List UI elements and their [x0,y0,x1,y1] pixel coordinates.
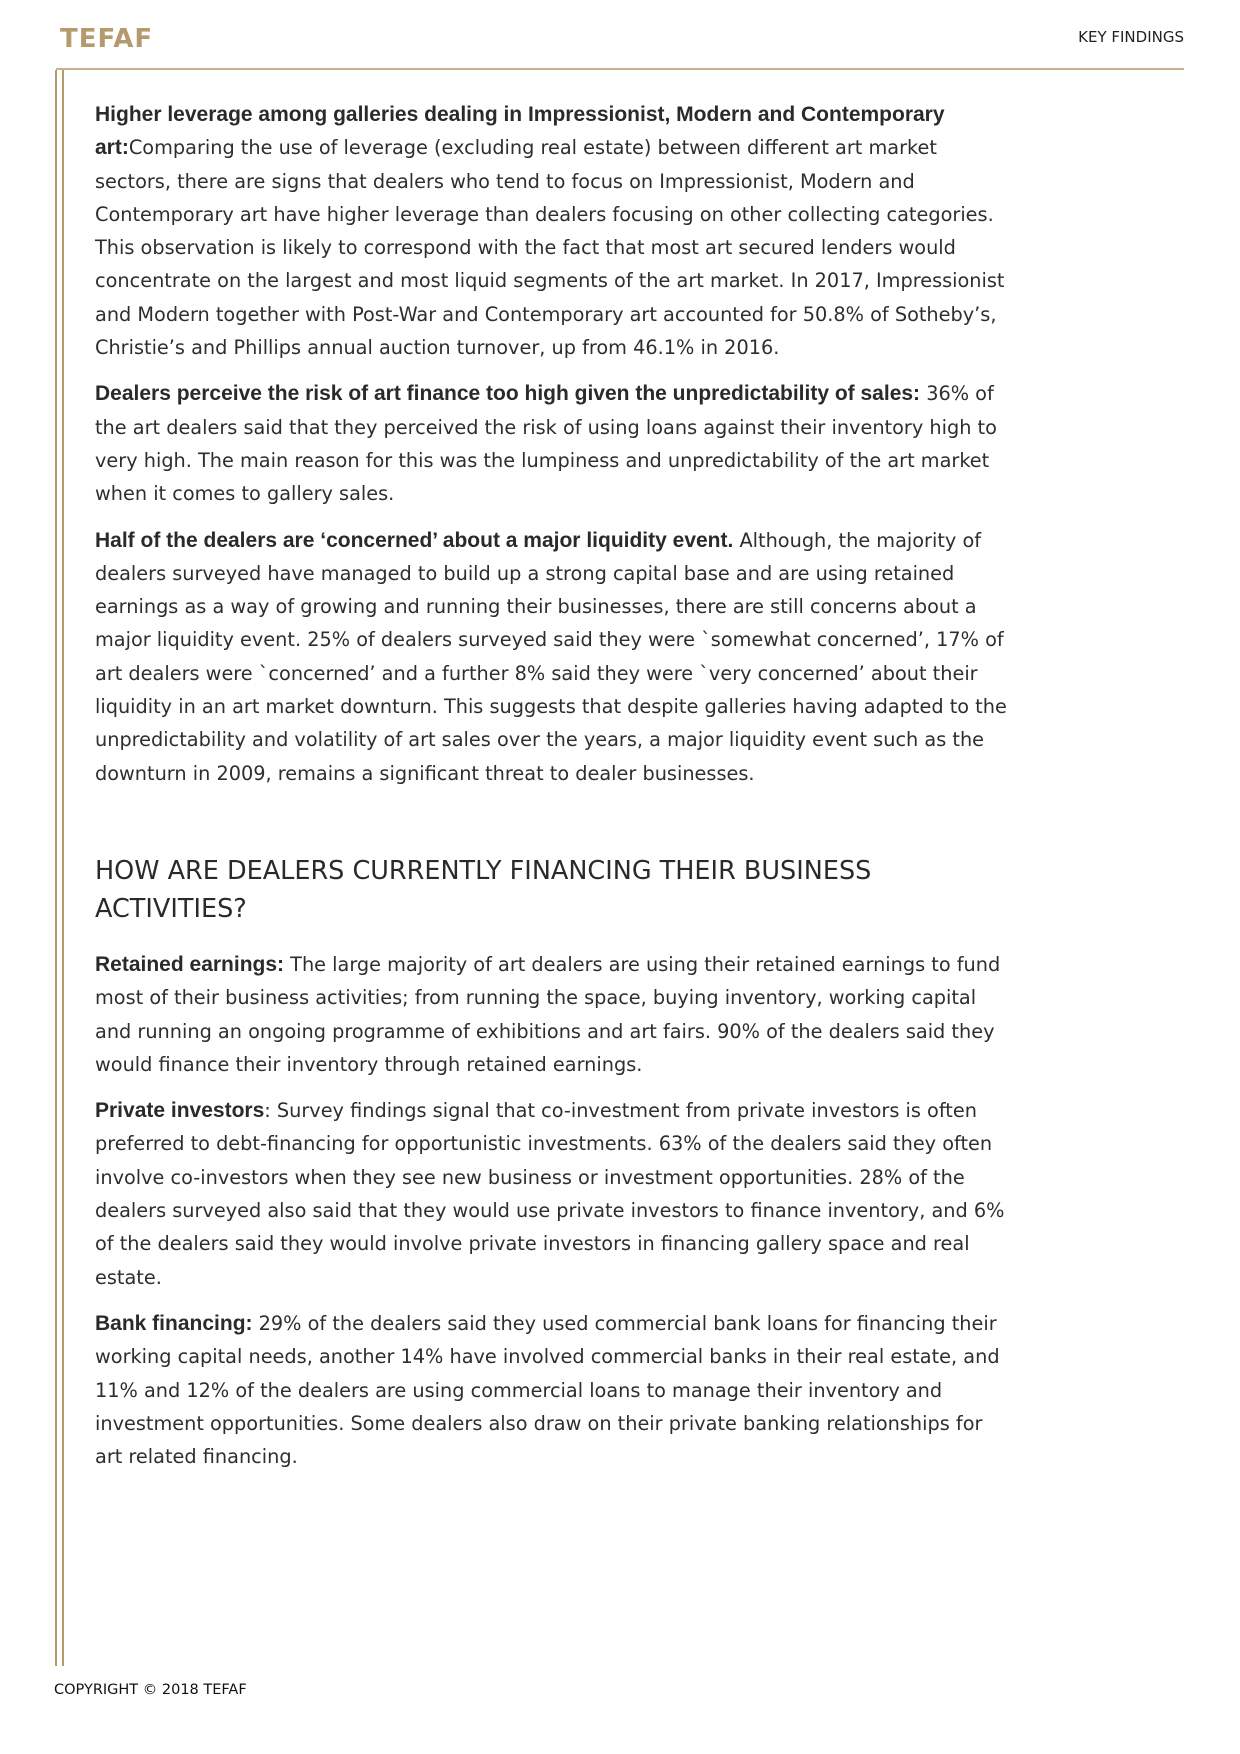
section-label: KEY FINDINGS [1078,28,1184,46]
paragraph-text: 29% of the dealers said they used commercial bank loans for financing their working capital needs, another 14% have involved commercial banks in their real estate, and 11% and 12% of the dealers are using commercial loans to manage their inventory and investment opportunities. Some dealers also draw on their private banking relationships for art related financing. [95,1311,1000,1469]
paragraph-lead: Retained earnings: [95,952,285,976]
tefaf-logo: TEFAF [60,24,154,54]
margin-bar-inner [62,70,64,1666]
copyright-footer: COPYRIGHT © 2018 TEFAF [54,1682,247,1698]
paragraph-liquidity [95,524,1015,790]
section-heading: HOW ARE DEALERS CURRENTLY FINANCING THEIR BUSINESS ACTIVITIES? [95,855,872,924]
paragraph-lead: Higher leverage among galleries dealing in Impressionist, Modern and Contemporary art: [95,103,945,160]
paragraph-private-investors [95,1094,1015,1294]
paragraph-text: The large majority of art dealers are using their retained earnings to fund most of their business activities; from running the space, buying inventory, working capital and running an ongoing programme of exhibitions and art fairs. 90% of the dealers said they would finance their inventory through retained earnings. [95,952,1001,1076]
header-divider [56,68,1184,70]
paragraph-bank-financing [95,1307,1015,1473]
paragraph-retained-earnings [95,948,1015,1081]
paragraph-text: : Survey findings signal that co-investment from private investors is often preferred to debt-financing for opportunistic investments. 63% of the dealers said they often involve co-investors when they see new business or investment opportunities. 28% of the dealers surveyed also said that they would use private investors to finance inventory, and 6% of the dealers said they would involve private investors in financing gallery space and real estate. [95,1099,1005,1289]
paragraph-lead: Half of the dealers are ‘concerned’ about a major liquidity event. [95,528,734,552]
paragraph-text: 36% of the art dealers said that they perceived the risk of using loans against their inventory high to very high. The main reason for this was the lumpiness and unpredictability of the art market when it comes to gallery sales. [95,382,997,506]
paragraph-risk [95,377,1015,510]
paragraph-lead: Dealers perceive the risk of art finance too high given the unpredictability of sales: [95,382,921,406]
paragraph-text: Comparing the use of leverage (excluding real estate) between different art market sectors, there are signs that dealers who tend to focus on Impressionist, Modern and Contemporary art have higher leverage than dealers focusing on other collecting categories. This observation is likely to correspond with the fact that most art secured lenders would concentrate on the largest and most liquid segments of the art market. In 2017, Impressionist and Modern together with Post-War and Contemporary art accounted for 50.8% of Sotheby’s, Christie’s and Phillips annual auction turnover, up from 46.1% in 2016. [95,136,1005,360]
paragraph-lead: Bank financing: [95,1311,253,1335]
paragraph-leverage [95,98,1015,364]
margin-bar-outer [55,70,57,1666]
paragraph-text: Although, the majority of dealers surveyed have managed to build up a strong capital base and are using retained earnings as a way of growing and running their businesses, there are still concerns about a major liquidity event. 25% of dealers surveyed said they were `somewhat concerned’, 17% of art dealers were `concerned’ and a further 8% said they were `very concerned’ about their liquidity in an art market downturn. This suggests that despite galleries having adapted to the unpredictability and volatility of art sales over the years, a major liquidity event such as the downturn in 2009, remains a significant threat to dealer businesses. [95,528,1007,785]
main-content [95,98,1015,1486]
paragraph-lead: Private investors [95,1099,265,1123]
